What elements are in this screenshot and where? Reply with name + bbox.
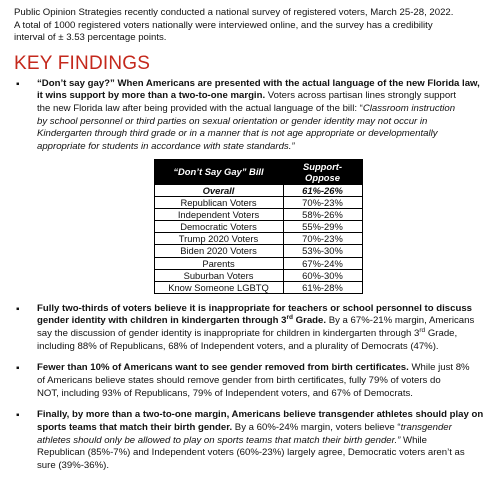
finding-quote: athletes should only be allowed to play on sports teams that match their birth gender.” bbox=[37, 434, 401, 446]
finding-quote: by school personnel or third parties on sexual orientation or gender identity may not occur in bbox=[37, 115, 428, 127]
row-label: Know Someone LGBTQ bbox=[154, 281, 283, 293]
finding-text: sure (39%-36%). bbox=[37, 460, 109, 471]
intro-line: A total of 1000 registered voters nationally were interviewed online, and the survey has a credibility bbox=[14, 19, 433, 31]
row-label: Overall bbox=[154, 184, 283, 196]
table-row bbox=[154, 257, 362, 269]
row-label: Independent Voters bbox=[154, 209, 283, 221]
row-label: Trump 2020 Voters bbox=[154, 233, 283, 245]
finding-text: of Americans believe states should remove gender from birth certificates, fully 79% of voters do bbox=[37, 375, 441, 387]
table-row bbox=[154, 221, 362, 233]
row-label: Parents bbox=[154, 257, 283, 269]
superscript: rd bbox=[419, 326, 426, 334]
row-value: 60%-30% bbox=[283, 269, 362, 281]
finding-text: including 88% of Republicans, 68% of Independent voters, and a plurality of Democrats (47%). bbox=[37, 340, 439, 352]
finding-headline: Grade. bbox=[292, 315, 327, 327]
finding-text: the new Florida law after being provided with the actual language of the bill: “ bbox=[37, 103, 363, 115]
finding-text: By a 60%-24% margin, voters believe “ bbox=[232, 422, 401, 434]
finding-text: While just 8% bbox=[408, 362, 470, 374]
finding-bullet-2 bbox=[14, 303, 484, 354]
table-header-support-oppose: Support-Oppose bbox=[283, 159, 362, 184]
row-label: Suburban Voters bbox=[154, 269, 283, 281]
bullet-icon: ▪ bbox=[16, 303, 20, 315]
finding-headline: Fewer than 10% of Americans want to see gender removed from birth certificates. bbox=[37, 362, 409, 374]
table-row bbox=[154, 281, 362, 293]
table-row bbox=[154, 184, 362, 196]
row-label: Republican Voters bbox=[154, 197, 283, 209]
finding-quote: appropriate for students in accordance with state standards.” bbox=[37, 141, 295, 153]
finding-bullet-3 bbox=[14, 362, 484, 400]
table-row bbox=[154, 233, 362, 245]
finding-text: Voters across partisan lines strongly support bbox=[265, 90, 457, 102]
finding-bullet-4 bbox=[14, 409, 484, 472]
table-row bbox=[154, 209, 362, 221]
table-header-bill: “Don’t Say Gay” Bill bbox=[154, 159, 283, 184]
finding-quote: transgender bbox=[400, 422, 452, 434]
key-findings-heading: KEY FINDINGS bbox=[14, 52, 151, 74]
row-value: 55%-29% bbox=[283, 221, 362, 233]
finding-headline: it wins support by more than a two-to-one margin. bbox=[37, 90, 266, 102]
table-row bbox=[154, 245, 362, 257]
finding-bullet-1 bbox=[14, 78, 484, 154]
finding-headline: Fully two-thirds of voters believe it is inappropriate for teachers or school personnel to discuss bbox=[37, 302, 473, 314]
row-value: 61%-26% bbox=[283, 184, 362, 196]
finding-headline: gender identity with children in kindergarten through 3 bbox=[37, 315, 287, 327]
intro-line: Public Opinion Strategies recently conducted a national survey of registered voters, March 25-28, 2022. bbox=[14, 7, 454, 18]
row-value: 58%-26% bbox=[283, 209, 362, 221]
finding-text: By a 67%-21% margin, Americans bbox=[326, 315, 475, 327]
row-label: Biden 2020 Voters bbox=[154, 245, 283, 257]
table-header-row bbox=[154, 159, 362, 184]
row-value: 70%-23% bbox=[283, 197, 362, 209]
results-table bbox=[154, 159, 363, 294]
results-table-wrapper bbox=[14, 159, 484, 294]
bullet-icon: ▪ bbox=[16, 78, 20, 90]
finding-quote: Classroom instruction bbox=[362, 103, 456, 115]
finding-text: NOT, including 93% of Republicans, 79% of Independent voters, and 67% of Democrats. bbox=[37, 387, 413, 399]
bullet-icon: ▪ bbox=[16, 363, 20, 375]
table-row bbox=[154, 197, 362, 209]
row-value: 61%-28% bbox=[283, 281, 362, 293]
row-label: Democratic Voters bbox=[154, 221, 283, 233]
intro-line: interval of ± 3.53 percentage points. bbox=[14, 32, 167, 44]
superscript: rd bbox=[286, 314, 293, 322]
finding-headline: Finally, by more than a two-to-one margin, Americans believe transgender athletes should play on bbox=[37, 409, 484, 421]
finding-text: Republican (85%-7%) and Independent voters (60%-23%) largely agree, Democratic voters aren’t as bbox=[37, 447, 465, 459]
finding-text: While bbox=[400, 434, 428, 446]
intro-paragraph bbox=[14, 7, 484, 45]
bullet-icon: ▪ bbox=[16, 410, 20, 422]
row-value: 67%-24% bbox=[283, 257, 362, 269]
finding-headline: “Don’t say gay?” When Americans are presented with the actual language of the new Florida law, bbox=[37, 77, 480, 89]
finding-quote: Kindergarten through third grade or in a manner that is not age appropriate or developmentally bbox=[37, 128, 438, 140]
table-row bbox=[154, 269, 362, 281]
row-value: 53%-30% bbox=[283, 245, 362, 257]
finding-text: say the discussion of gender identity is inappropriate for children in kindergarten through 3 bbox=[37, 328, 420, 340]
finding-headline: sports teams that match their birth gender. bbox=[37, 422, 233, 434]
row-value: 70%-23% bbox=[283, 233, 362, 245]
finding-text: Grade, bbox=[425, 328, 458, 340]
